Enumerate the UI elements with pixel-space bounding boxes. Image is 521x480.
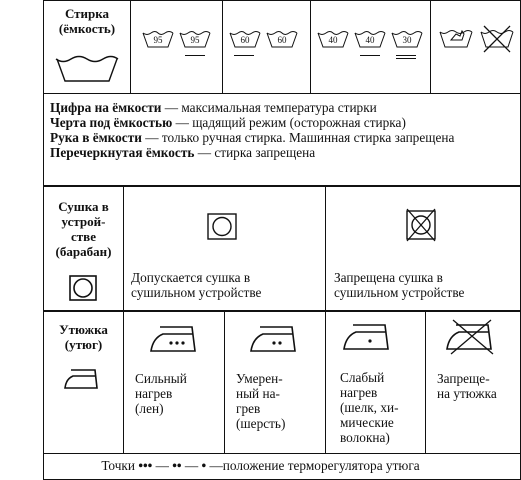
wash-divider bbox=[222, 0, 223, 93]
tumble-dry-allowed-icon bbox=[207, 213, 237, 240]
dry-title: Сушка в устрой- стве (барабан) bbox=[55, 199, 112, 259]
legend-item: Черта под ёмкостью — щадящий режим (осторожная стирка) bbox=[50, 115, 406, 130]
iron-divider bbox=[325, 311, 326, 453]
wash-temp: 60 bbox=[240, 35, 250, 45]
no-iron-icon bbox=[443, 319, 501, 355]
wash-row-bottom bbox=[43, 93, 521, 94]
wash-divider bbox=[310, 0, 311, 93]
gentle-bar bbox=[234, 55, 254, 56]
iron-medium-text: Умерен- ный на- грев (шерсть) bbox=[236, 371, 286, 431]
wash-temp: 40 bbox=[365, 35, 375, 45]
iron-row-bottom bbox=[43, 453, 521, 454]
wash-divider bbox=[130, 0, 131, 93]
gentle-bar bbox=[396, 55, 416, 56]
top-border bbox=[43, 0, 521, 1]
dots-two: •• bbox=[172, 458, 182, 473]
wash-temp: 60 bbox=[277, 35, 287, 45]
dry-divider bbox=[123, 186, 124, 310]
wash-tub-icon bbox=[55, 55, 119, 83]
dry-forbidden-text: Запрещена сушка в сушильном устройстве bbox=[334, 270, 465, 300]
hand-wash-icon bbox=[440, 28, 472, 52]
wash-legend bbox=[50, 100, 520, 160]
wash-temp: 95 bbox=[153, 35, 163, 45]
no-wash-icon bbox=[481, 25, 513, 53]
iron-divider bbox=[123, 311, 124, 453]
dry-row-bottom bbox=[43, 310, 521, 312]
wash-divider bbox=[430, 0, 431, 93]
iron-divider bbox=[224, 311, 225, 453]
wash-temp: 40 bbox=[328, 35, 338, 45]
iron-high-icon bbox=[150, 325, 200, 353]
tumble-dry-forbidden-icon bbox=[406, 208, 436, 242]
wash-temp: 95 bbox=[190, 35, 200, 45]
gentle-bar bbox=[185, 55, 205, 56]
iron-title: Утюжка (утюг) bbox=[59, 322, 108, 352]
iron-icon bbox=[63, 368, 103, 390]
wash-temp: 30 bbox=[402, 35, 412, 45]
legend-item: Цифра на ёмкости — максимальная температура стирки bbox=[50, 100, 377, 115]
dry-allowed-text: Допускается сушка в сушильном устройстве bbox=[131, 270, 262, 300]
iron-low-icon bbox=[343, 323, 393, 351]
iron-low-text: Слабый нагрев (шелк, хи- мические волокна) bbox=[340, 370, 399, 445]
dry-divider bbox=[325, 186, 326, 310]
tumble-dry-icon bbox=[69, 275, 97, 301]
wash-subtitle: (ёмкость) bbox=[58, 21, 116, 36]
iron-divider bbox=[425, 311, 426, 453]
wash-title: Стирка bbox=[64, 6, 110, 21]
iron-medium-icon bbox=[250, 325, 300, 353]
dots-footnote: Точки ••• — •• — • —положение терморегулятора утюга bbox=[101, 458, 420, 473]
gentle-bar bbox=[396, 58, 416, 59]
legend-item: Рука в ёмкости — только ручная стирка. Машинная стирка запрещена bbox=[50, 130, 455, 145]
legend-bottom bbox=[43, 185, 521, 187]
iron-high-text: Сильный нагрев (лен) bbox=[135, 371, 187, 416]
dots-one: • bbox=[201, 458, 207, 473]
no-iron-text: Запреще- на утюжка bbox=[437, 371, 497, 401]
gentle-bar bbox=[360, 55, 380, 56]
dots-three: ••• bbox=[138, 458, 153, 473]
legend-item: Перечеркнутая ёмкость — стирка запрещена bbox=[50, 145, 316, 160]
